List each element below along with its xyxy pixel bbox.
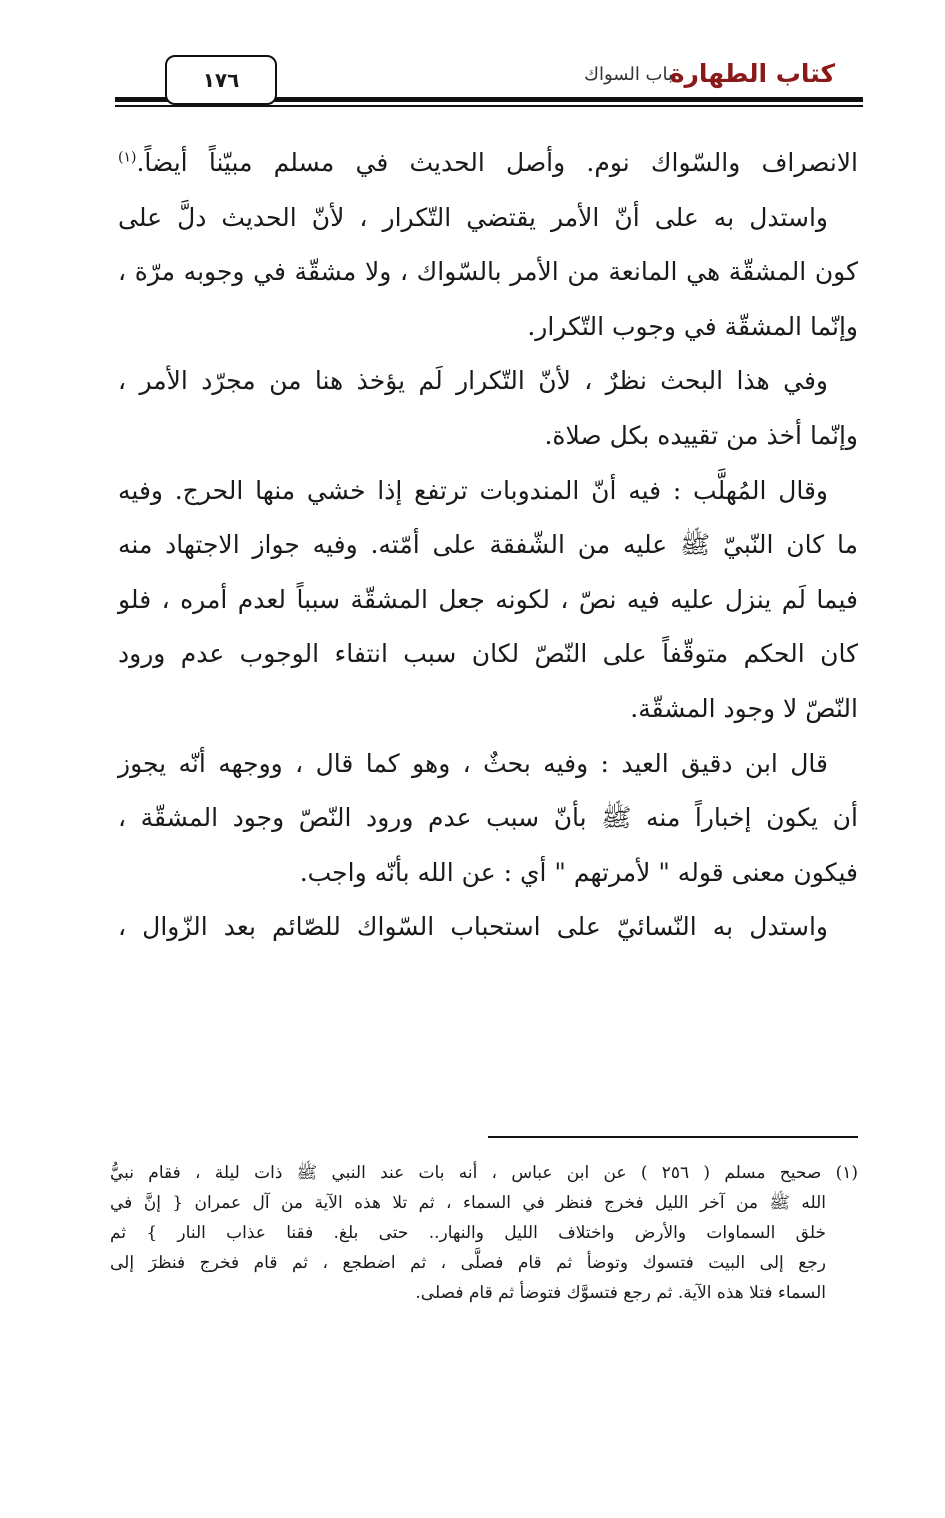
footnote-line: خلق السماوات والأرض واختلاف الليل والنهار.. حتى بلغ. فقنا عذاب النار } ثم [110, 1223, 826, 1243]
footnote-line: (١) صحيح مسلم ( ٢٥٦ ) عن ابن عباس ، أنه بات عند النبي ﷺ ذات ليلة ، فقام نبيُّ [110, 1163, 858, 1183]
footnote [110, 1158, 858, 1308]
footnote-reference[interactable]: (١) [118, 149, 137, 166]
page-header [115, 52, 863, 108]
header-rule-thin [115, 105, 863, 107]
footnote-separator [488, 1136, 858, 1138]
chapter-title: باب السواك [584, 64, 673, 85]
footnote-line: رجع إلى البيت فتسوك وتوضأ ثم قام فصلَّى ، ثم اضطجع ، ثم قام فخرج فنظرَ إلى [110, 1253, 826, 1273]
body-line: واستدل به النّسائيّ على استحباب السّواك للصّائم بعد الزّوال ، [118, 912, 828, 942]
body-line: وإنّما أخذ من تقييده بكل صلاة. [544, 420, 858, 450]
footnote-line: السماء فتلا هذه الآية. ثم رجع فتسوَّك فتوضأ ثم قام فصلى. [415, 1283, 826, 1303]
body-line: فيما لَم ينزل عليه فيه نصّ ، لكونه جعل المشقّة سبباً لعدم أمره ، فلو [118, 584, 858, 614]
body-line: النّصّ لا وجود المشقّة. [630, 693, 858, 723]
body-line: أن يكون إخباراً منه ﷺ بأنّ سبب عدم ورود النّصّ وجود المشقّة ، [118, 803, 858, 833]
body-line: وإنّما المشقّة في وجوب التّكرار. [527, 311, 858, 341]
body-line: وقال المُهلَّب : فيه أنّ المندوبات ترتفع إذا خشي منها الحرج. وفيه [118, 475, 828, 505]
page-number: ١٧٦ [165, 55, 277, 105]
body-line: وفي هذا البحث نظرٌ ، لأنّ التّكرار لَم يؤخذ هنا من مجرّد الأمر ، [118, 366, 828, 396]
body-line [118, 136, 858, 191]
body-text [118, 136, 858, 955]
body-line: قال ابن دقيق العيد : وفيه بحثٌ ، وهو كما قال ، ووجهه أنّه يجوز [118, 748, 828, 778]
body-line: كان الحكم متوقّفاً على النّصّ لكان سبب انتفاء الوجوب عدم ورود [118, 639, 858, 669]
footnote-line: الله ﷺ من آخر الليل فخرج فنظر في السماء ، ثم تلا هذه الآية من آل عمران { إنَّ في [110, 1193, 826, 1213]
body-line: فيكون معنى قوله " لأمرتهم " أي : عن الله بأنّه واجب. [299, 857, 858, 887]
body-line: ما كان النّبيّ ﷺ عليه من الشّفقة على أمّته. وفيه جواز الاجتهاد منه [118, 530, 858, 560]
body-line: واستدل به على أنّ الأمر يقتضي التّكرار ، لأنّ الحديث دلَّ على [118, 202, 829, 232]
body-line-text: الانصراف والسّواك نوم. وأصل الحديث في مسلم مبيّناً أيضاً. [136, 148, 858, 177]
body-line: كون المشقّة هي المانعة من الأمر بالسّواك ، ولا مشقّة في وجوبه مرّة ، [118, 257, 858, 287]
book-title: كتاب الطهارة [669, 59, 835, 88]
